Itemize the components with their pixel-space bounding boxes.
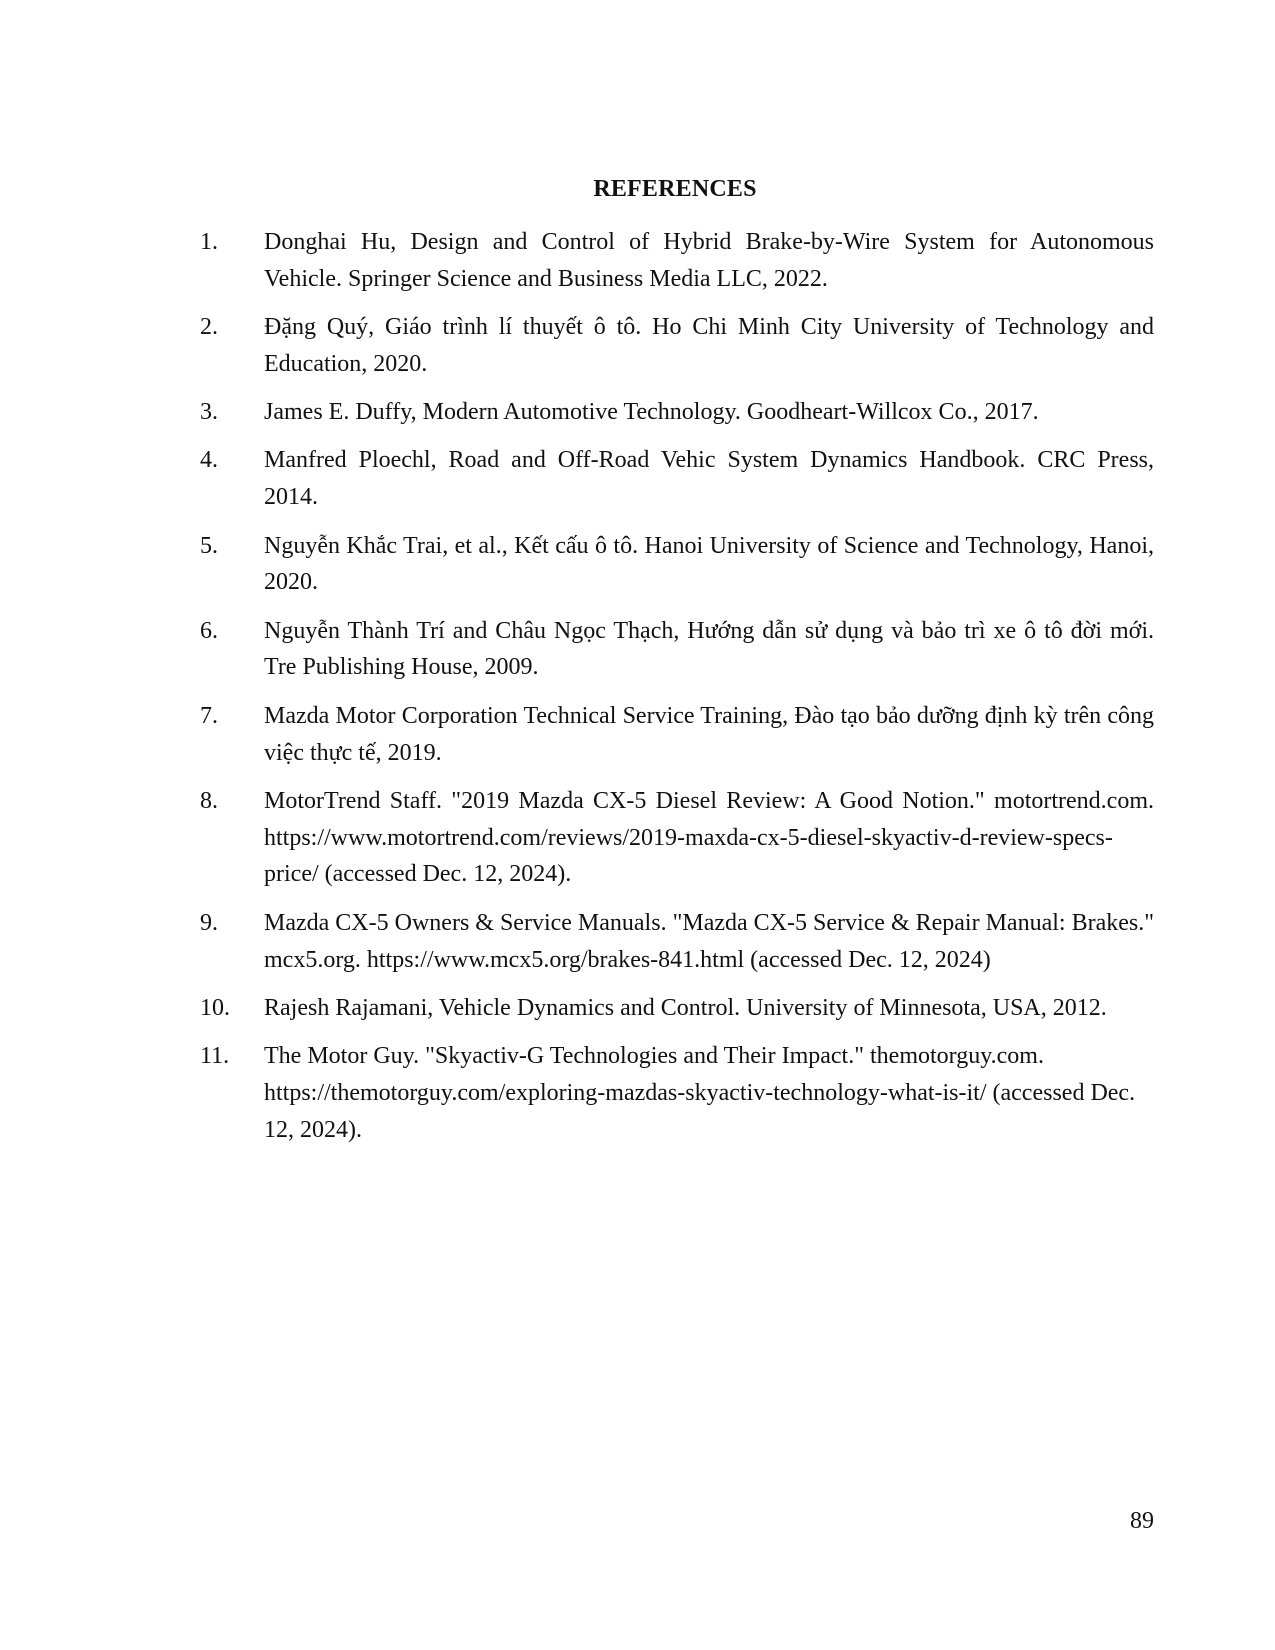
- reference-text: Rajesh Rajamani, Vehicle Dynamics and Control. University of Minnesota, USA, 2012.: [264, 994, 1107, 1021]
- reference-text: James E. Duffy, Modern Automotive Technology. Goodheart-Willcox Co., 2017.: [264, 399, 1039, 426]
- reference-number: 11.: [200, 1043, 230, 1070]
- reference-item: [200, 528, 1154, 602]
- page-title: REFERENCES: [593, 176, 757, 202]
- reference-item: [200, 442, 1154, 516]
- reference-text: Donghai Hu, Design and Control of Hybrid Brake-by-Wire System for Autonomous Vehicle. Springer Science and Business Media LLC, 2022.: [264, 229, 1154, 292]
- reference-text: Đặng Quý, Giáo trình lí thuyết ô tô. Ho Chi Minh City University of Technology and Education, 2020.: [264, 314, 1154, 377]
- reference-item: [200, 905, 1154, 979]
- reference-number: 2.: [200, 314, 218, 341]
- reference-text: MotorTrend Staff. "2019 Mazda CX-5 Diesel Review: A Good Notion." motortrend.com. https://www.motortrend.com/reviews/2019-maxda-cx-5-diesel-skyactiv-d-review-specs-price/ (accessed Dec. 12, 2024).: [264, 787, 1154, 888]
- reference-text: Nguyễn Khắc Trai, et al., Kết cấu ô tô. Hanoi University of Science and Technology, Hanoi, 2020.: [264, 532, 1154, 596]
- reference-item: [200, 613, 1154, 687]
- reference-number: 9.: [200, 909, 218, 936]
- reference-item: [200, 783, 1154, 893]
- reference-text: Mazda CX-5 Owners & Service Manuals. "Mazda CX-5 Service & Repair Manual: Brakes." mcx5.org. https://www.mcx5.org/brakes-841.html (accessed Dec. 12, 2024): [264, 909, 1155, 973]
- reference-text: Manfred Ploechl, Road and Off-Road Vehic System Dynamics Handbook. CRC Press, 2014.: [264, 447, 1154, 511]
- reference-number: 6.: [200, 617, 218, 644]
- reference-number: 7.: [200, 702, 218, 729]
- reference-number: 5.: [200, 532, 218, 559]
- reference-list: [200, 224, 1154, 1160]
- reference-item: [200, 698, 1154, 772]
- reference-number: 3.: [200, 399, 218, 426]
- reference-item: [200, 309, 1154, 383]
- reference-text: The Motor Guy. "Skyactiv-G Technologies and Their Impact." themotorguy.com. https://themotorguy.com/exploring-mazdas-skyactiv-technology-what-is-it/ (accessed Dec. 12, 2024).: [264, 1043, 1136, 1143]
- reference-item: [200, 394, 1154, 431]
- reference-number: 4.: [200, 447, 218, 474]
- reference-item: [200, 224, 1154, 298]
- reference-item: [200, 990, 1154, 1027]
- reference-number: 1.: [200, 229, 218, 255]
- reference-item: [200, 1038, 1154, 1148]
- page-number: 89: [1130, 1508, 1154, 1534]
- reference-number: 10.: [200, 994, 230, 1021]
- reference-number: 8.: [200, 787, 218, 814]
- reference-text: Mazda Motor Corporation Technical Service Training, Đào tạo bảo dưỡng định kỳ trên công việc thực tế, 2019.: [264, 702, 1154, 766]
- reference-text: Nguyễn Thành Trí and Châu Ngọc Thạch, Hướng dẫn sử dụng và bảo trì xe ô tô đời mới. Tre Publishing House, 2009.: [264, 617, 1154, 681]
